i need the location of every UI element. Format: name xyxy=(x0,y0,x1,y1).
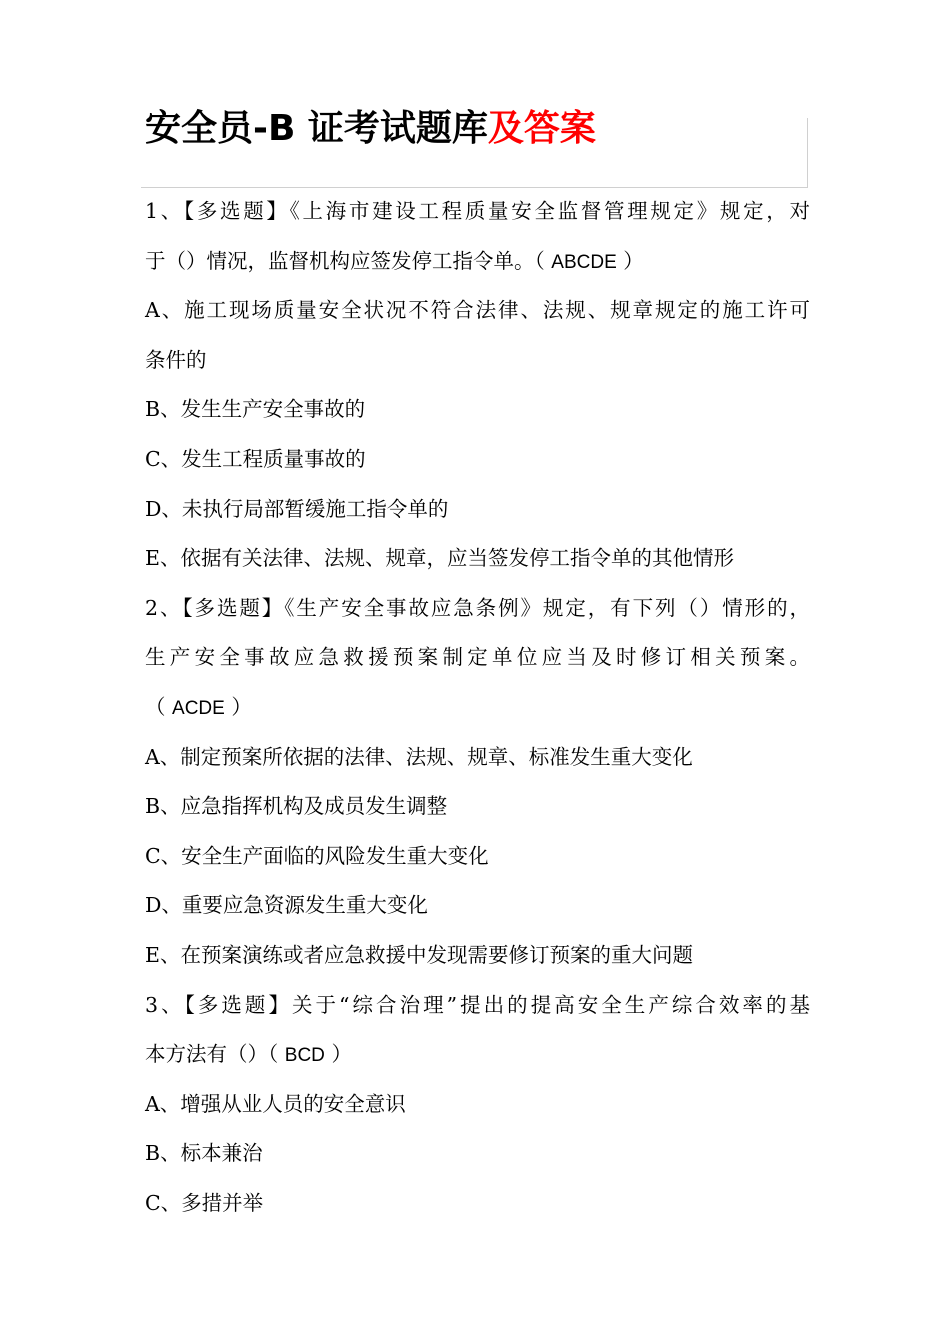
question-1-option-a-line-1: A、施工现场质量安全状况不符合法律、法规、规章规定的施工许可 xyxy=(145,298,810,323)
question-1-stem-line-2 xyxy=(145,237,810,287)
question-3-option-b: B、标本兼治 xyxy=(145,1141,263,1166)
question-3 xyxy=(145,981,810,1229)
question-3-stem-line-1: 3、【多选题】关于“综合治理”提出的提高安全生产综合效率的基 xyxy=(145,992,810,1017)
question-1-stem-line-1: 1、【多选题】《上海市建设工程质量安全监督管理规定》规定，对 xyxy=(145,199,810,223)
title-accent: 及答案 xyxy=(487,108,596,149)
question-3-option-c: C、多措并举 xyxy=(145,1190,264,1215)
question-2-option-b: B、应急指挥机构及成员发生调整 xyxy=(145,794,448,819)
question-2-option-d: D、重要应急资源发生重大变化 xyxy=(145,893,428,918)
question-1-option-b: B、发生生产安全事故的 xyxy=(145,397,366,422)
question-2-option-e: E、在预案演练或者应急救援中发现需要修订预案的重大问题 xyxy=(145,942,693,967)
question-1-stem-text: 于（）情况，监督机构应签发停工指令单。（ xyxy=(145,248,545,273)
question-1-option-a-line-2: 条件的 xyxy=(145,347,207,372)
question-2-option-c: C、安全生产面临的风险发生重大变化 xyxy=(145,843,489,868)
question-1-option-d: D、未执行局部暂缓施工指令单的 xyxy=(145,496,449,521)
question-1-option-e: E、依据有关法律、法规、规章，应当签发停工指令单的其他情形 xyxy=(145,546,734,571)
question-2-answer: ACDE xyxy=(172,697,225,719)
question-1-option-c: C、发生工程质量事故的 xyxy=(145,446,366,471)
question-2-option-a: A、制定预案所依据的法律、法规、规章、标准发生重大变化 xyxy=(145,744,693,769)
question-1 xyxy=(145,187,810,584)
question-2-stem-line-3 xyxy=(145,683,810,733)
document-title xyxy=(145,104,596,154)
question-1-answer-close: ） xyxy=(623,248,644,273)
question-2-stem-line-1: 2、【多选题】《生产安全事故应急条例》规定，有下列（）情形的， xyxy=(145,595,810,620)
question-list xyxy=(145,187,810,1228)
question-2-stem-line-2: 生产安全事故应急救援预案制定单位应当及时修订相关预案。 xyxy=(145,645,810,670)
question-1-answer: ABCDE xyxy=(551,251,617,273)
question-3-option-a: A、增强从业人员的安全意识 xyxy=(145,1091,406,1116)
question-2 xyxy=(145,584,810,981)
question-3-answer-close: ） xyxy=(331,1042,352,1067)
title-main: 安全员-B 证考试题库 xyxy=(145,108,488,149)
question-2-answer-close: ） xyxy=(231,694,252,719)
question-3-answer: BCD xyxy=(284,1045,325,1067)
question-3-stem-text: 本方法有（）（ xyxy=(145,1042,279,1067)
question-3-stem-line-2 xyxy=(145,1030,810,1080)
question-2-stem-text: （ xyxy=(145,694,166,719)
